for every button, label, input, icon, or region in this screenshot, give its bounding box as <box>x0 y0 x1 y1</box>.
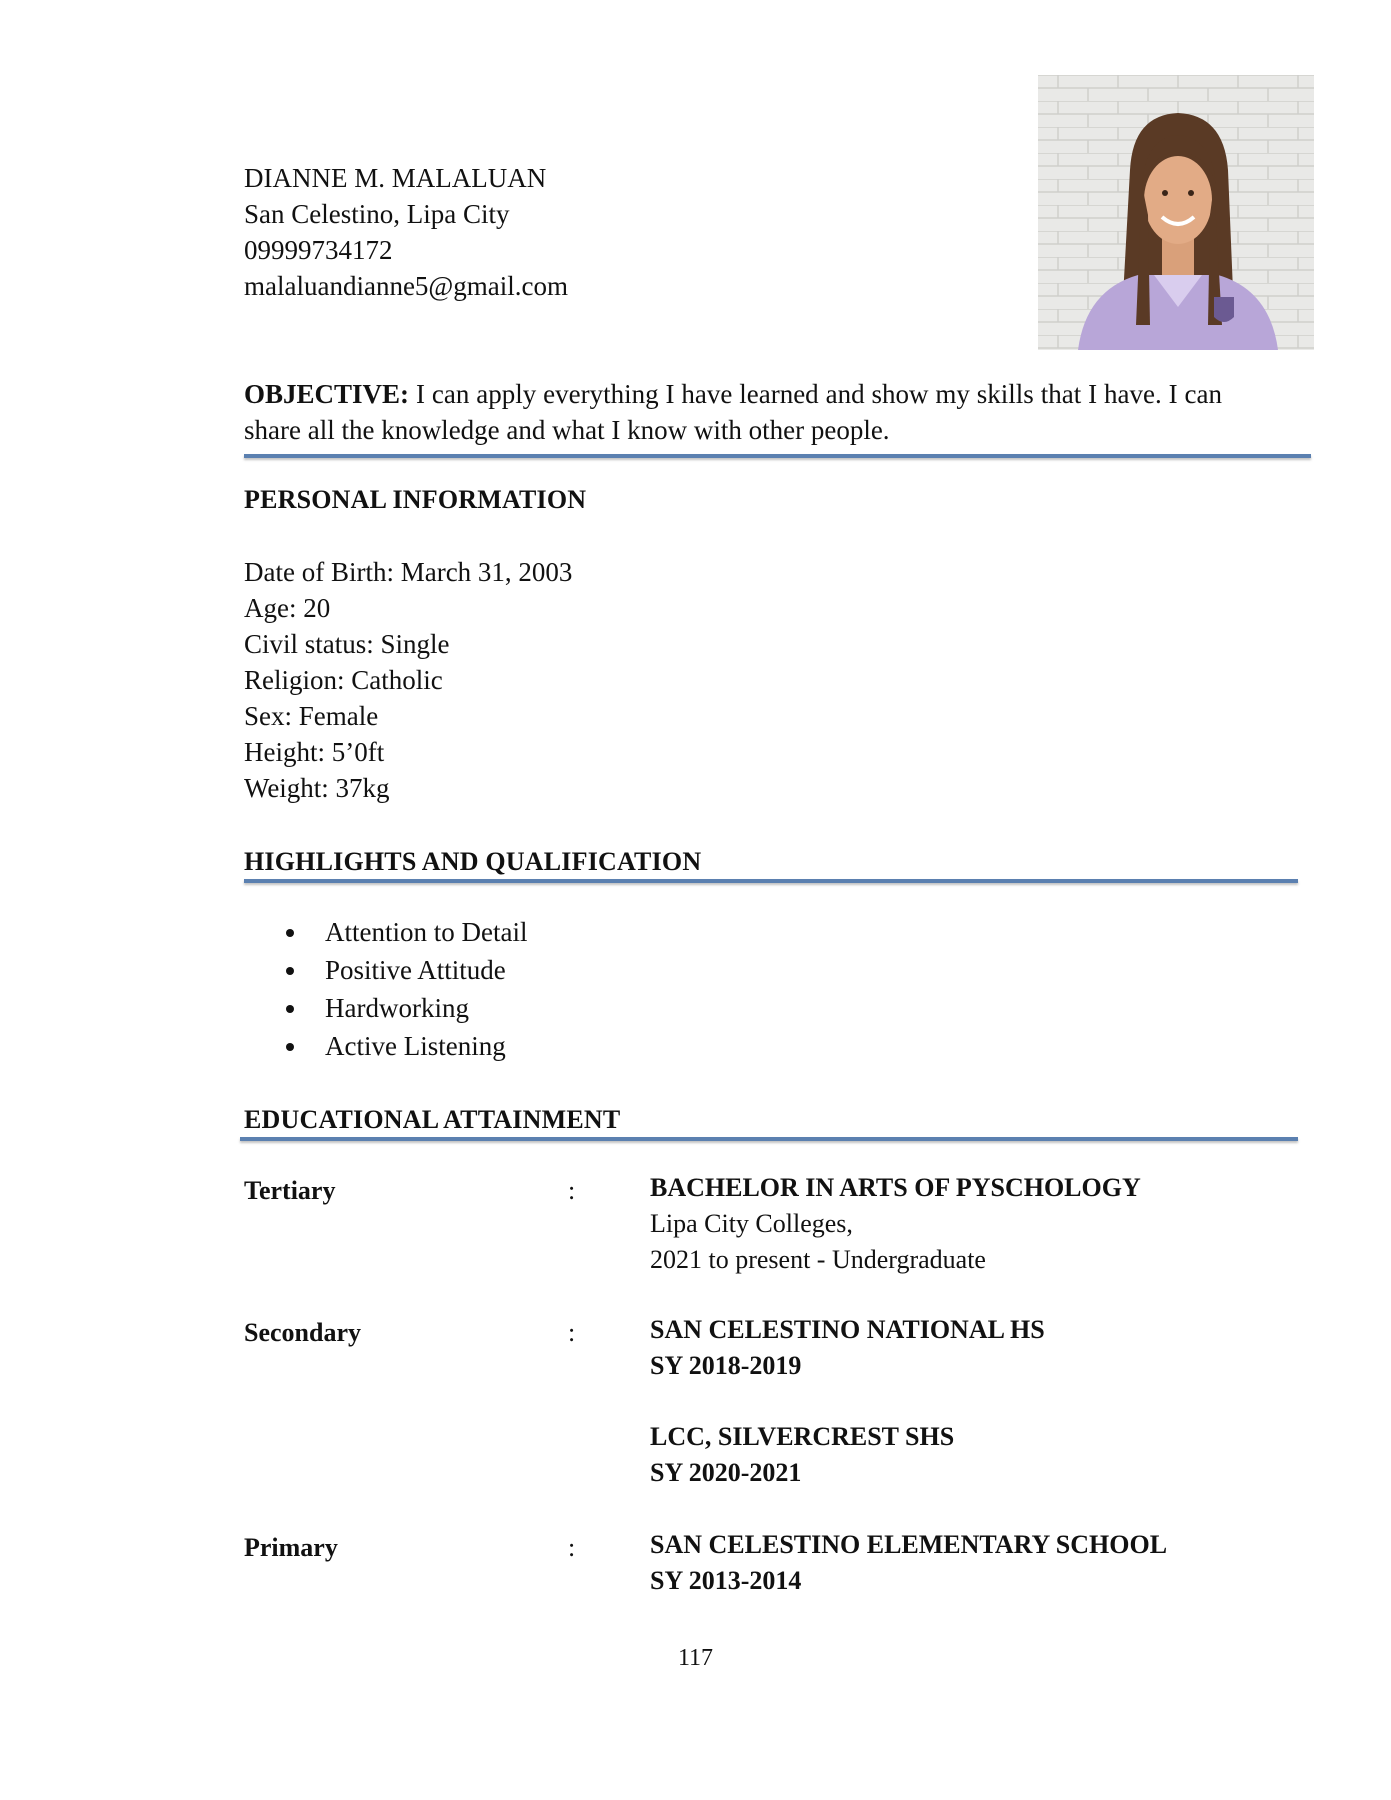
primary-label: Primary <box>244 1533 338 1562</box>
primary-school: SAN CELESTINO ELEMENTARY SCHOOL <box>650 1530 1168 1559</box>
phone-number: 09999734172 <box>244 235 393 265</box>
secondary-label: Secondary <box>244 1318 361 1347</box>
tertiary-school: BACHELOR IN ARTS OF PYSCHOLOGY <box>650 1173 1141 1202</box>
secondary-sy-2: SY 2020-2021 <box>650 1458 802 1487</box>
highlights-heading: HIGHLIGHTS AND QUALIFICATION <box>244 847 702 876</box>
weight: Weight: 37kg <box>244 773 390 803</box>
secondary-colon: : <box>568 1318 576 1347</box>
secondary-school-1: SAN CELESTINO NATIONAL HS <box>650 1315 1045 1344</box>
bullet-icon <box>286 967 294 975</box>
tertiary-label: Tertiary <box>244 1176 336 1205</box>
objective-label: OBJECTIVE: <box>244 379 410 409</box>
contact-block <box>244 160 568 304</box>
list-item: Hardworking <box>244 989 527 1027</box>
sex: Sex: Female <box>244 701 379 731</box>
age: Age: 20 <box>244 593 331 623</box>
page-number: 117 <box>677 1645 714 1671</box>
personal-info-heading: PERSONAL INFORMATION <box>244 485 587 514</box>
objective-paragraph <box>244 376 1222 448</box>
personal-info-list <box>244 554 572 806</box>
tertiary-details <box>650 1170 1141 1278</box>
tertiary-college: Lipa City Colleges, <box>650 1209 853 1238</box>
objective-text: I can apply everything I have learned and show my skills that I have. I can share all the knowledge and what I know with other people. <box>244 379 1222 445</box>
secondary-sy-1: SY 2018-2019 <box>650 1351 802 1380</box>
email-address: malaluandianne5@gmail.com <box>244 271 569 301</box>
section-divider <box>244 879 1298 883</box>
bullet-icon <box>286 1005 294 1013</box>
civil-status: Civil status: Single <box>244 629 450 659</box>
tertiary-colon: : <box>568 1176 576 1205</box>
address: San Celestino, Lipa City <box>244 199 510 229</box>
date-of-birth: Date of Birth: March 31, 2003 <box>244 557 573 587</box>
tertiary-years: 2021 to present - Undergraduate <box>650 1245 986 1274</box>
primary-colon: : <box>568 1533 576 1562</box>
list-item: Active Listening <box>244 1027 527 1065</box>
secondary-details-2 <box>650 1419 954 1491</box>
highlights-list <box>244 913 527 1065</box>
applicant-name: DIANNE M. MALALUAN <box>244 163 547 193</box>
list-item: Positive Attitude <box>244 951 527 989</box>
secondary-school-2: LCC, SILVERCREST SHS <box>650 1422 955 1451</box>
primary-details <box>650 1527 1167 1599</box>
secondary-details <box>650 1312 1045 1384</box>
bullet-icon <box>286 1043 294 1051</box>
bullet-icon <box>286 929 294 937</box>
section-divider <box>244 454 1311 458</box>
section-divider <box>240 1137 1298 1141</box>
list-item: Attention to Detail <box>244 913 527 951</box>
profile-photo <box>1038 75 1314 350</box>
primary-sy: SY 2013-2014 <box>650 1566 802 1595</box>
religion: Religion: Catholic <box>244 665 443 695</box>
education-heading: EDUCATIONAL ATTAINMENT <box>244 1105 621 1134</box>
height: Height: 5’0ft <box>244 737 385 767</box>
